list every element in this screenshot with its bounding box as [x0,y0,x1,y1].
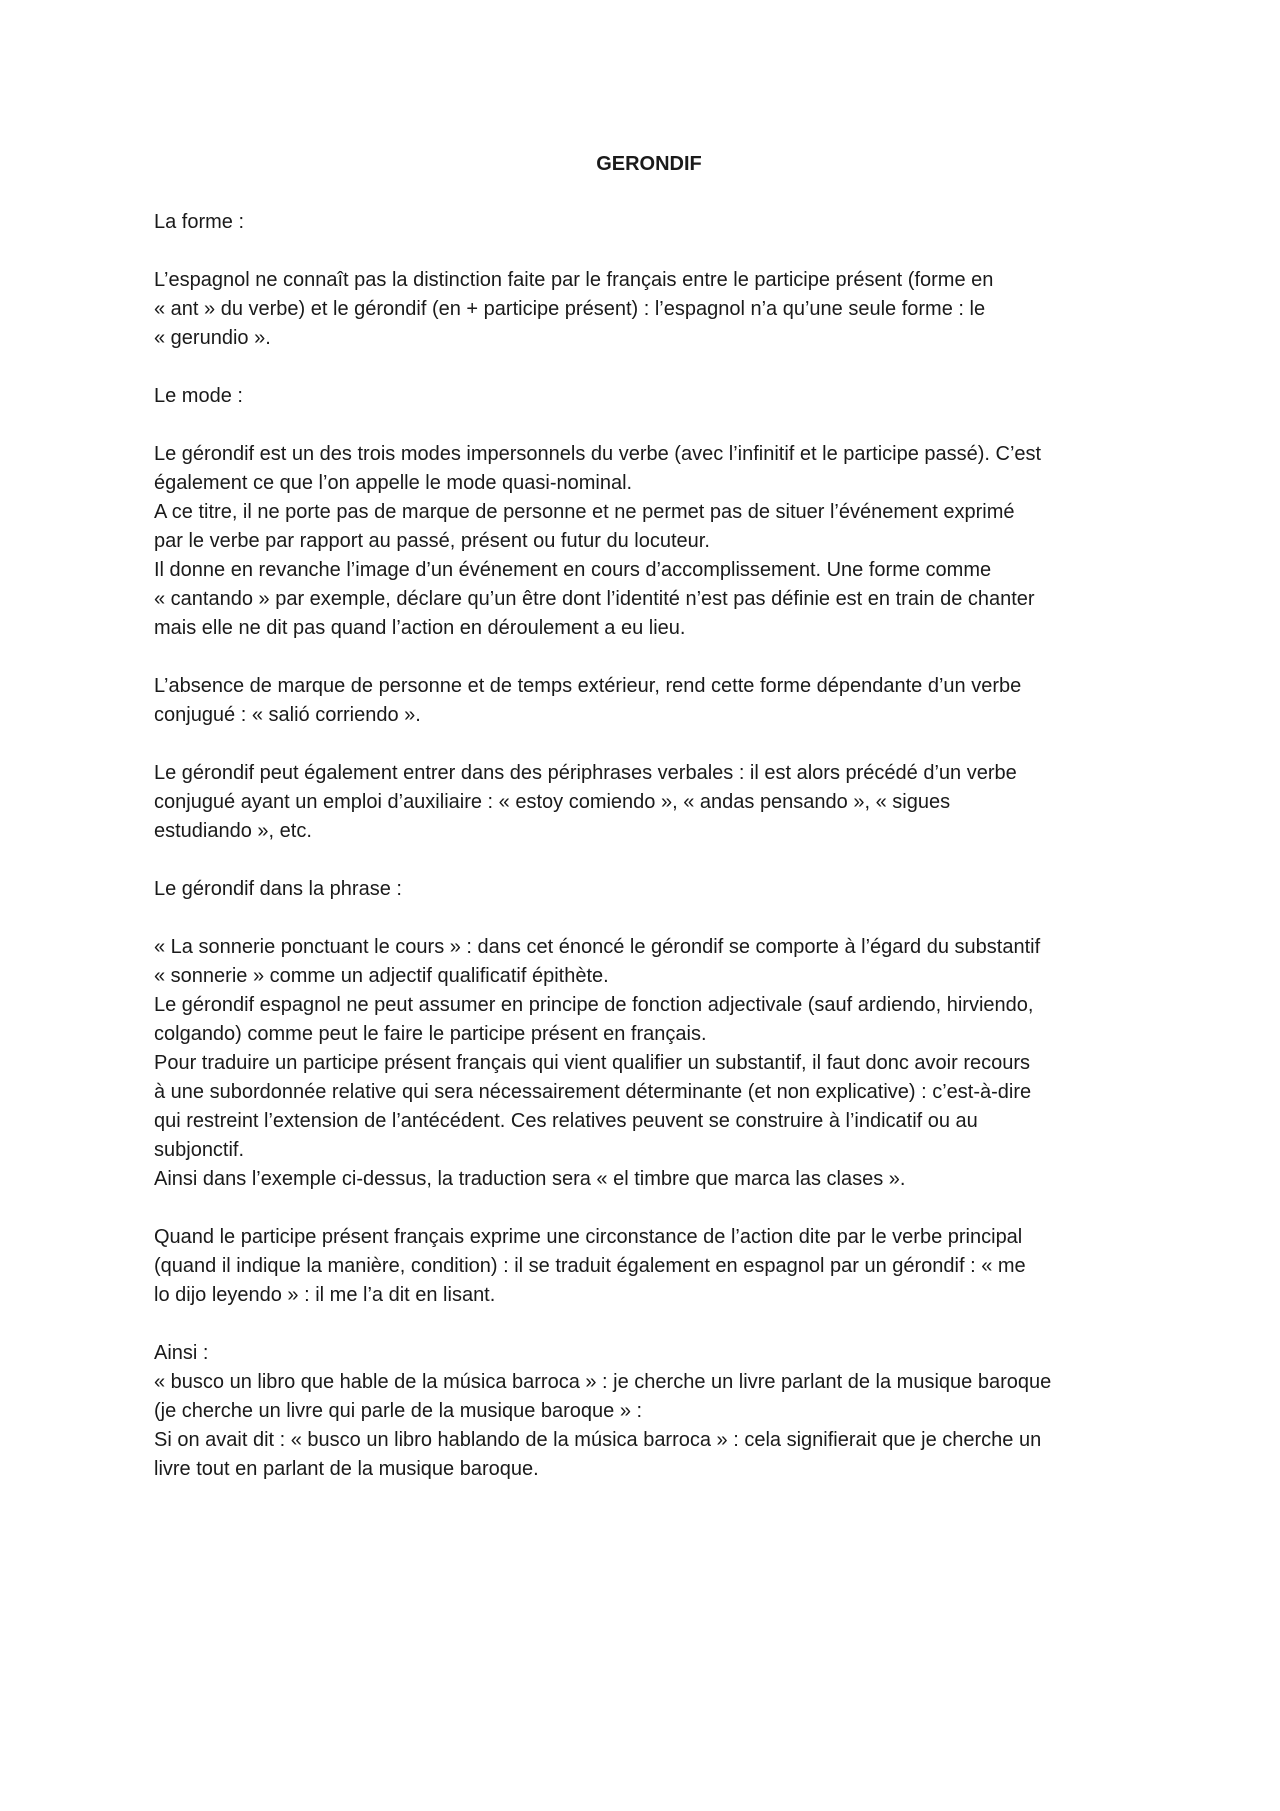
text-line: « cantando » par exemple, déclare qu’un être dont l’identité n’est pas définie est en train de chanter [154,588,1035,610]
text-line: conjugué ayant un emploi d’auxiliaire : « estoy comiendo », « andas pensando », « sigues [154,791,951,813]
paragraph [154,759,1144,846]
text-line: « gerundio ». [154,327,271,349]
text-line: « sonnerie » comme un adjectif qualificatif épithète. [154,965,609,987]
text-line: (quand il indique la manière, condition) : il se traduit également en espagnol par un gérondif : « me [154,1255,1026,1277]
text-line: Le gérondif peut également entrer dans des périphrases verbales : il est alors précédé d’un verbe [154,762,1017,784]
text-line: Le gérondif est un des trois modes impersonnels du verbe (avec l’infinitif et le participe passé). C’est [154,443,1042,465]
text-line: par le verbe par rapport au passé, présent ou futur du locuteur. [154,530,710,552]
section-la-forme [154,208,1144,353]
text-line: conjugué : « salió corriendo ». [154,704,421,726]
text-line: mais elle ne dit pas quand l’action en déroulement a eu lieu. [154,617,686,639]
text-line: L’absence de marque de personne et de temps extérieur, rend cette forme dépendante d’un verbe [154,675,1022,697]
text-line: Ainsi : [154,1342,209,1364]
text-line: colgando) comme peut le faire le participe présent en français. [154,1023,707,1045]
text-line: qui restreint l’extension de l’antécédent. Ces relatives peuvent se construire à l’indicatif ou au [154,1110,978,1132]
text-line: A ce titre, il ne porte pas de marque de personne et ne permet pas de situer l’événement exprimé [154,501,1015,523]
paragraph [154,672,1144,730]
paragraph [154,440,1144,643]
section-gerondif-dans-la-phrase [154,875,1144,1484]
section-heading: Le gérondif dans la phrase : [154,878,402,900]
section-heading: Le mode : [154,385,243,407]
text-line: Il donne en revanche l’image d’un événement en cours d’accomplissement. Une forme comme [154,559,992,581]
text-line: L’espagnol ne connaît pas la distinction faite par le français entre le participe présent (forme en [154,269,994,291]
text-line: « busco un libro que hable de la música barroca » : je cherche un livre parlant de la musique baroque [154,1371,1052,1393]
document-title: GERONDIF [596,153,702,175]
text-line: à une subordonnée relative qui sera nécessairement déterminante (et non explicative) : c’est-à-dire [154,1081,1032,1103]
text-line: Ainsi dans l’exemple ci-dessus, la traduction sera « el timbre que marca las clases ». [154,1168,906,1190]
text-line: Si on avait dit : « busco un libro hablando de la música barroca » : cela signifierait que je cherche un [154,1429,1042,1451]
paragraph [154,933,1144,1194]
section-le-mode [154,382,1144,846]
paragraph [154,1339,1144,1484]
document-page [154,150,1144,1513]
paragraph [154,266,1144,353]
section-heading: La forme : [154,211,245,233]
text-line: Pour traduire un participe présent français qui vient qualifier un substantif, il faut donc avoir recours [154,1052,1031,1074]
text-line: « La sonnerie ponctuant le cours » : dans cet énoncé le gérondif se comporte à l’égard du substantif [154,936,1041,958]
text-line: (je cherche un livre qui parle de la musique baroque » : [154,1400,643,1422]
text-line: Le gérondif espagnol ne peut assumer en principe de fonction adjectivale (sauf ardiendo, hirviendo, [154,994,1034,1016]
paragraph [154,1223,1144,1310]
text-line: estudiando », etc. [154,820,312,842]
text-line: livre tout en parlant de la musique baroque. [154,1458,539,1480]
text-line: subjonctif. [154,1139,245,1161]
text-line: « ant » du verbe) et le gérondif (en + participe présent) : l’espagnol n’a qu’une seule forme : le [154,298,986,320]
text-line: également ce que l’on appelle le mode quasi-nominal. [154,472,633,494]
text-line: lo dijo leyendo » : il me l’a dit en lisant. [154,1284,496,1306]
text-line: Quand le participe présent français exprime une circonstance de l’action dite par le verbe principal [154,1226,1023,1248]
